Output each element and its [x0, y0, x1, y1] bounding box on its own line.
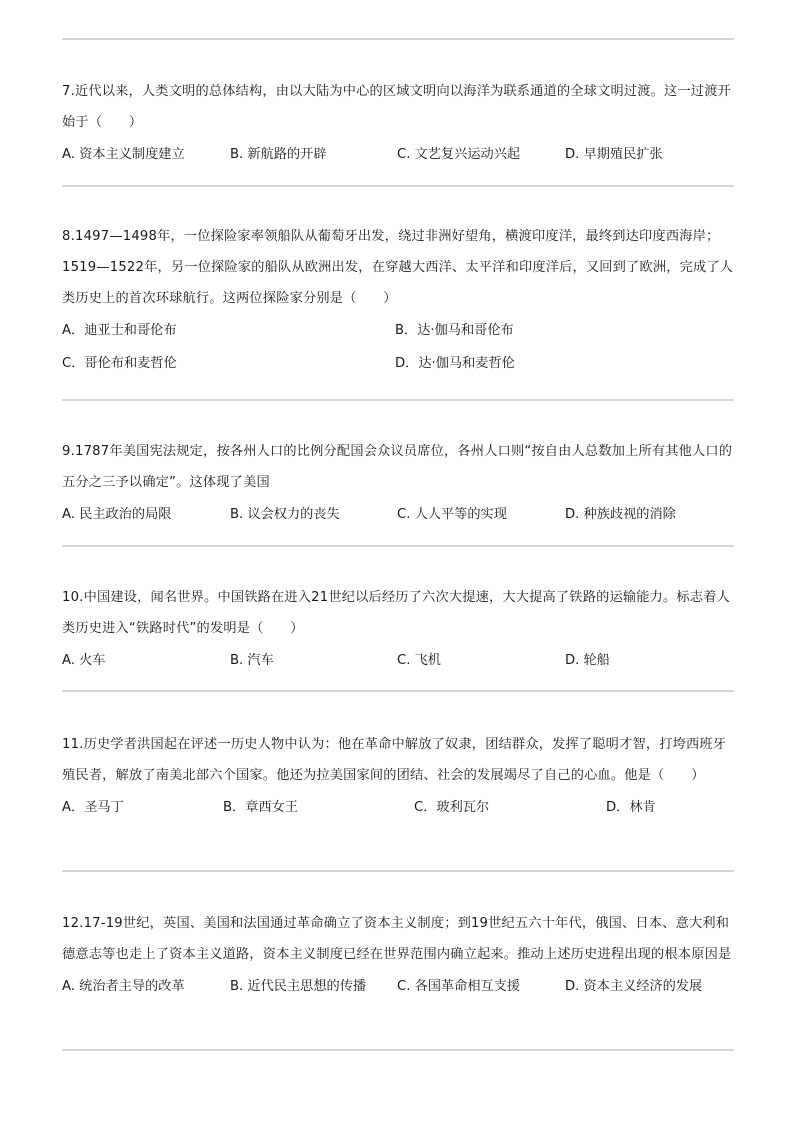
question-8-options-row-1: [62, 314, 734, 347]
divider: [62, 545, 734, 547]
question-8-options-row-2: [62, 347, 734, 380]
question-9-option-a[interactable]: A. 民主政治的局限: [62, 507, 172, 522]
divider: [62, 38, 734, 40]
question-12-option-a[interactable]: A. 统治者主导的改革: [62, 979, 185, 994]
question-7-stem: 7.近代以来，人类文明的总体结构，由以大陆为中心的区域文明向以海洋为联系通道的全球文明过渡。这一过渡开始于（ ）: [62, 84, 731, 130]
question-11-option-b[interactable]: B．章西女王: [223, 800, 298, 815]
question-8: [62, 221, 734, 380]
question-8-option-a[interactable]: A．迪亚士和哥伦布: [62, 323, 177, 338]
question-9-stem: 9.1787年美国宪法规定，按各州人口的比例分配国会众议员席位，各州人口则“按自由人总数加上所有其他人口的五分之三予以确定”。这体现了美国: [62, 444, 733, 490]
question-7: [62, 76, 734, 171]
question-12-option-d[interactable]: D. 资本主义经济的发展: [565, 979, 703, 994]
question-8-option-d[interactable]: D．达·伽马和麦哲伦: [395, 356, 515, 371]
question-8-option-c[interactable]: C．哥伦布和麦哲伦: [62, 356, 177, 371]
question-12: [62, 908, 734, 1003]
question-9: [62, 436, 734, 531]
question-10-stem: 10.中国建设，闻名世界。中国铁路在进入21世纪以后经历了六次大提速，大大提高了铁路的运输能力。标志着人类历史进入“铁路时代”的发明是（ ）: [62, 590, 730, 636]
question-10-option-d[interactable]: D. 轮船: [565, 653, 610, 668]
question-11-option-c[interactable]: C．玻利瓦尔: [414, 800, 490, 815]
question-11-option-d[interactable]: D．林肯: [606, 800, 656, 815]
question-7-option-b[interactable]: B. 新航路的开辟: [230, 147, 327, 162]
question-10-options: [62, 644, 734, 677]
question-7-option-a[interactable]: A. 资本主义制度建立: [62, 147, 185, 162]
question-7-option-c[interactable]: C. 文艺复兴运动兴起: [397, 147, 521, 162]
question-7-options: [62, 138, 734, 171]
question-12-option-c[interactable]: C. 各国革命相互支援: [397, 979, 521, 994]
question-12-options: [62, 970, 734, 1003]
question-11-options: [62, 791, 734, 824]
question-10-option-c[interactable]: C. 飞机: [397, 653, 441, 668]
question-12-option-b[interactable]: B. 近代民主思想的传播: [230, 979, 367, 994]
divider: [62, 185, 734, 187]
question-8-stem: 8.1497—1498年，一位探险家率领船队从葡萄牙出发，绕过非洲好望角，横渡印度洋，最终到达印度西海岸；1519—1522年，另一位探险家的船队从欧洲出发，在穿越大西洋、太平洋和印度洋后，又回到了欧洲，完成了人类历史上的首次环球航行。这两位探险家分别是（ ）: [62, 229, 734, 306]
question-9-option-b[interactable]: B. 议会权力的丧失: [230, 507, 340, 522]
question-7-option-d[interactable]: D. 早期殖民扩张: [565, 147, 663, 162]
question-11-option-a[interactable]: A．圣马丁: [62, 800, 124, 815]
question-10-option-b[interactable]: B. 汽车: [230, 653, 274, 668]
question-10: [62, 582, 734, 677]
question-9-option-d[interactable]: D. 种族歧视的消除: [565, 507, 676, 522]
question-9-option-c[interactable]: C. 人人平等的实现: [397, 507, 507, 522]
question-11: [62, 729, 734, 824]
question-8-option-b[interactable]: B．达·伽马和哥伦布: [395, 323, 514, 338]
question-9-options: [62, 498, 734, 531]
divider: [62, 1049, 734, 1051]
divider: [62, 690, 734, 692]
question-11-stem: 11.历史学者洪国起在评述一历史人物中认为：他在革命中解放了奴隶，团结群众，发挥了聪明才智，打垮西班牙殖民者，解放了南美北部六个国家。他还为拉美国家间的团结、社会的发展竭尽了自己的心血。他是（ ）: [62, 737, 727, 783]
question-12-stem: 12.17-19世纪，英国、美国和法国通过革命确立了资本主义制度；到19世纪五六十年代，俄国、日本、意大利和德意志等也走上了资本主义道路，资本主义制度已经在世界范围内确立起来。推动上述历史进程出现的根本原因是: [62, 916, 732, 962]
question-10-option-a[interactable]: A. 火车: [62, 653, 106, 668]
divider: [62, 870, 734, 872]
divider: [62, 399, 734, 401]
